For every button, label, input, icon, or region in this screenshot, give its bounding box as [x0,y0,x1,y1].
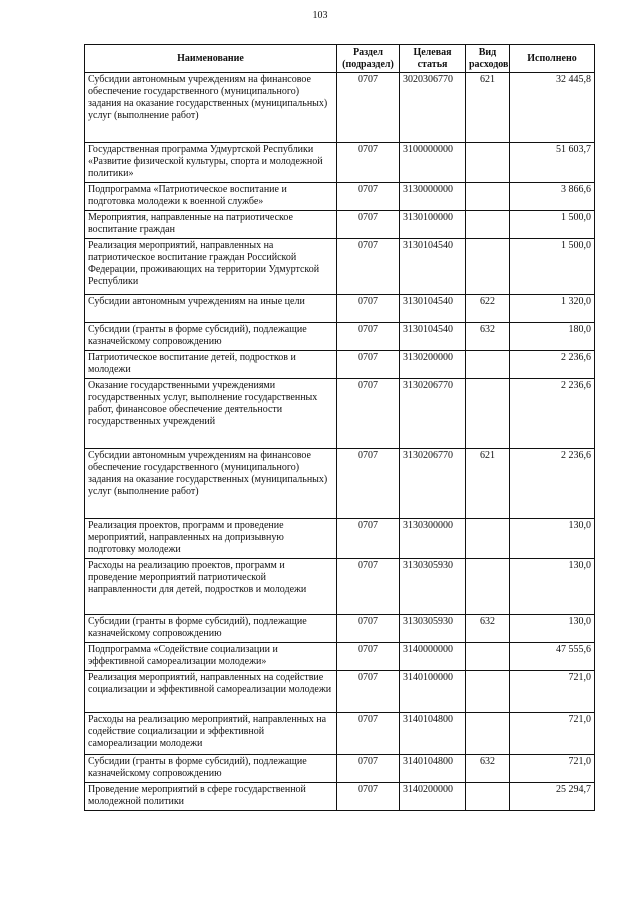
cell-article: 3130104540 [400,239,466,295]
cell-type: 622 [466,295,510,323]
cell-name: Реализация проектов, программ и проведение мероприятий, направленных на допризывную подготовку молодежи [85,519,337,559]
cell-name: Подпрограмма «Содействие социализации и эффективной самореализации молодежи» [85,643,337,671]
cell-section: 0707 [337,559,400,615]
cell-name: Реализация мероприятий, направленных на содействие социализации и эффективной самореализации молодежи [85,671,337,713]
cell-name: Субсидии автономным учреждениям на иные цели [85,295,337,323]
cell-type [466,143,510,183]
cell-section: 0707 [337,449,400,519]
cell-executed: 2 236,6 [510,351,595,379]
cell-name: Субсидии (гранты в форме субсидий), подлежащие казначейскому сопровождению [85,755,337,783]
table-row [85,519,595,559]
cell-section: 0707 [337,615,400,643]
cell-section: 0707 [337,295,400,323]
cell-executed: 721,0 [510,713,595,755]
cell-section: 0707 [337,239,400,295]
table-row [85,183,595,211]
cell-executed: 3 866,6 [510,183,595,211]
cell-name: Субсидии автономным учреждениям на финансовое обеспечение государственного (муниципального) задания на оказание государственных (муниципальных) услуг (выполнение работ) [85,449,337,519]
cell-section: 0707 [337,73,400,143]
cell-name: Подпрограмма «Патриотическое воспитание и подготовка молодежи к военной службе» [85,183,337,211]
cell-type: 632 [466,755,510,783]
header-type: Вид расходов [466,45,510,73]
cell-type [466,239,510,295]
table-row [85,713,595,755]
table-header-row [85,45,595,73]
cell-name: Проведение мероприятий в сфере государственной молодежной политики [85,783,337,811]
cell-article: 3130100000 [400,211,466,239]
cell-executed: 51 603,7 [510,143,595,183]
cell-executed: 2 236,6 [510,379,595,449]
cell-executed: 25 294,7 [510,783,595,811]
cell-name: Субсидии автономным учреждениям на финансовое обеспечение государственного (муниципального) задания на оказание государственных (муниципальных) услуг (выполнение работ) [85,73,337,143]
cell-executed: 180,0 [510,323,595,351]
cell-section: 0707 [337,519,400,559]
cell-section: 0707 [337,713,400,755]
table-row [85,239,595,295]
cell-type [466,183,510,211]
table-row [85,755,595,783]
cell-article: 3140200000 [400,783,466,811]
table-row [85,671,595,713]
table-row [85,559,595,615]
cell-section: 0707 [337,143,400,183]
table-row [85,379,595,449]
cell-executed: 721,0 [510,671,595,713]
cell-section: 0707 [337,379,400,449]
cell-section: 0707 [337,643,400,671]
table-row [85,643,595,671]
cell-section: 0707 [337,671,400,713]
cell-article: 3130104540 [400,323,466,351]
cell-section: 0707 [337,783,400,811]
table-row [85,211,595,239]
cell-name: Патриотическое воспитание детей, подростков и молодежи [85,351,337,379]
cell-name: Мероприятия, направленные на патриотическое воспитание граждан [85,211,337,239]
cell-article: 3140100000 [400,671,466,713]
cell-executed: 1 500,0 [510,211,595,239]
cell-section: 0707 [337,351,400,379]
cell-name: Субсидии (гранты в форме субсидий), подлежащие казначейскому сопровождению [85,615,337,643]
cell-type [466,351,510,379]
cell-article: 3130000000 [400,183,466,211]
cell-name: Расходы на реализацию проектов, программ и проведение мероприятий патриотической направленности для детей, подростков и молодежи [85,559,337,615]
cell-name: Субсидии (гранты в форме субсидий), подлежащие казначейскому сопровождению [85,323,337,351]
cell-article: 3130206770 [400,449,466,519]
page-number: 103 [312,10,328,21]
cell-section: 0707 [337,323,400,351]
cell-type: 632 [466,615,510,643]
cell-article: 3140000000 [400,643,466,671]
budget-table [84,44,595,811]
table-row [85,323,595,351]
table-row [85,295,595,323]
cell-name: Оказание государственными учреждениями государственных услуг, выполнение государственных работ, финансовое обеспечение деятельности государственных учреждений [85,379,337,449]
cell-article: 3130200000 [400,351,466,379]
cell-type [466,379,510,449]
cell-article: 3130300000 [400,519,466,559]
table-row [85,73,595,143]
cell-type [466,211,510,239]
header-section: Раздел (подраздел) [337,45,400,73]
cell-type [466,519,510,559]
cell-executed: 130,0 [510,615,595,643]
cell-article: 3130206770 [400,379,466,449]
cell-name: Расходы на реализацию мероприятий, направленных на содействие социализации и эффективной самореализации молодежи [85,713,337,755]
cell-section: 0707 [337,183,400,211]
cell-type [466,671,510,713]
cell-executed: 1 500,0 [510,239,595,295]
cell-executed: 47 555,6 [510,643,595,671]
cell-article: 3140104800 [400,713,466,755]
table-row [85,783,595,811]
cell-executed: 32 445,8 [510,73,595,143]
cell-type [466,559,510,615]
cell-article: 3100000000 [400,143,466,183]
cell-name: Государственная программа Удмуртской Республики «Развитие физической культуры, спорта и молодежной политики» [85,143,337,183]
cell-type [466,713,510,755]
cell-name: Реализация мероприятий, направленных на патриотическое воспитание граждан Российской Федерации, проживающих на территории Удмуртской Республики [85,239,337,295]
cell-type: 621 [466,73,510,143]
table-row [85,449,595,519]
cell-executed: 130,0 [510,559,595,615]
cell-article: 3020306770 [400,73,466,143]
cell-type [466,783,510,811]
table-row [85,143,595,183]
cell-section: 0707 [337,755,400,783]
cell-type: 632 [466,323,510,351]
cell-article: 3130104540 [400,295,466,323]
header-name: Наименование [85,45,337,73]
cell-executed: 130,0 [510,519,595,559]
header-executed: Исполнено [510,45,595,73]
cell-article: 3130305930 [400,559,466,615]
cell-executed: 721,0 [510,755,595,783]
cell-section: 0707 [337,211,400,239]
table-row [85,615,595,643]
cell-executed: 2 236,6 [510,449,595,519]
cell-type [466,643,510,671]
table-row [85,351,595,379]
cell-executed: 1 320,0 [510,295,595,323]
cell-article: 3140104800 [400,755,466,783]
cell-article: 3130305930 [400,615,466,643]
cell-type: 621 [466,449,510,519]
header-article: Целевая статья [400,45,466,73]
